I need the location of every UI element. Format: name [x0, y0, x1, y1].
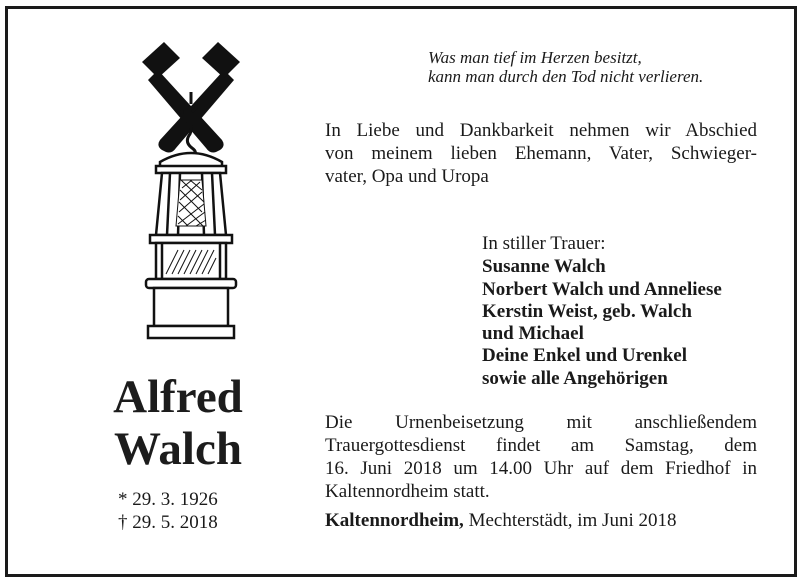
mourner-name: sowie alle Angehörigen	[482, 367, 668, 389]
place-date-rest: Mechterstädt, im Juni 2018	[463, 510, 677, 531]
miners-emblem-icon	[140, 40, 242, 345]
lamp-glass	[176, 180, 206, 226]
quote-line-1: Was man tief im Herzen besitzt,	[428, 48, 642, 67]
funeral-notice	[325, 411, 757, 503]
mourner-name: Kerstin Weist, geb. Walch	[482, 300, 692, 322]
farewell-line: vater, Opa und Uropa	[325, 166, 489, 187]
mourners-block	[482, 233, 772, 390]
mourner-name: Norbert Walch und Anneliese	[482, 278, 722, 300]
mourner-name: und Michael	[482, 323, 584, 345]
place-name: Kaltennordheim,	[325, 510, 464, 531]
funeral-line: Kaltennordheim statt.	[325, 481, 490, 502]
birth-date: * 29. 3. 1926	[118, 489, 218, 510]
farewell-text	[325, 119, 757, 188]
place-and-date	[325, 510, 676, 532]
deceased-first-name: Alfred	[113, 371, 243, 423]
funeral-line: 16. Juni 2018 um 14.00 Uhr auf dem Friedhof in	[325, 458, 757, 479]
deceased-last-name: Walch	[114, 423, 242, 475]
farewell-line: von meinem lieben Ehemann, Vater, Schwieger-	[325, 143, 757, 164]
funeral-line: Trauergottesdienst findet am Samstag, dem	[325, 435, 757, 456]
mourner-name: Susanne Walch	[482, 256, 606, 278]
death-date: † 29. 5. 2018	[118, 512, 218, 533]
funeral-line: Die Urnenbeisetzung mit anschließendem	[325, 412, 757, 433]
quote-line-2: kann man durch den Tod nicht verlieren.	[428, 67, 704, 86]
lamp-base	[146, 279, 236, 338]
mourner-name: Deine Enkel und Urenkel	[482, 345, 687, 367]
lamp-lower-glass	[156, 243, 226, 279]
farewell-line: In Liebe und Dankbarkeit nehmen wir Abschied	[325, 120, 757, 141]
mourners-heading: In stiller Trauer:	[482, 233, 606, 254]
